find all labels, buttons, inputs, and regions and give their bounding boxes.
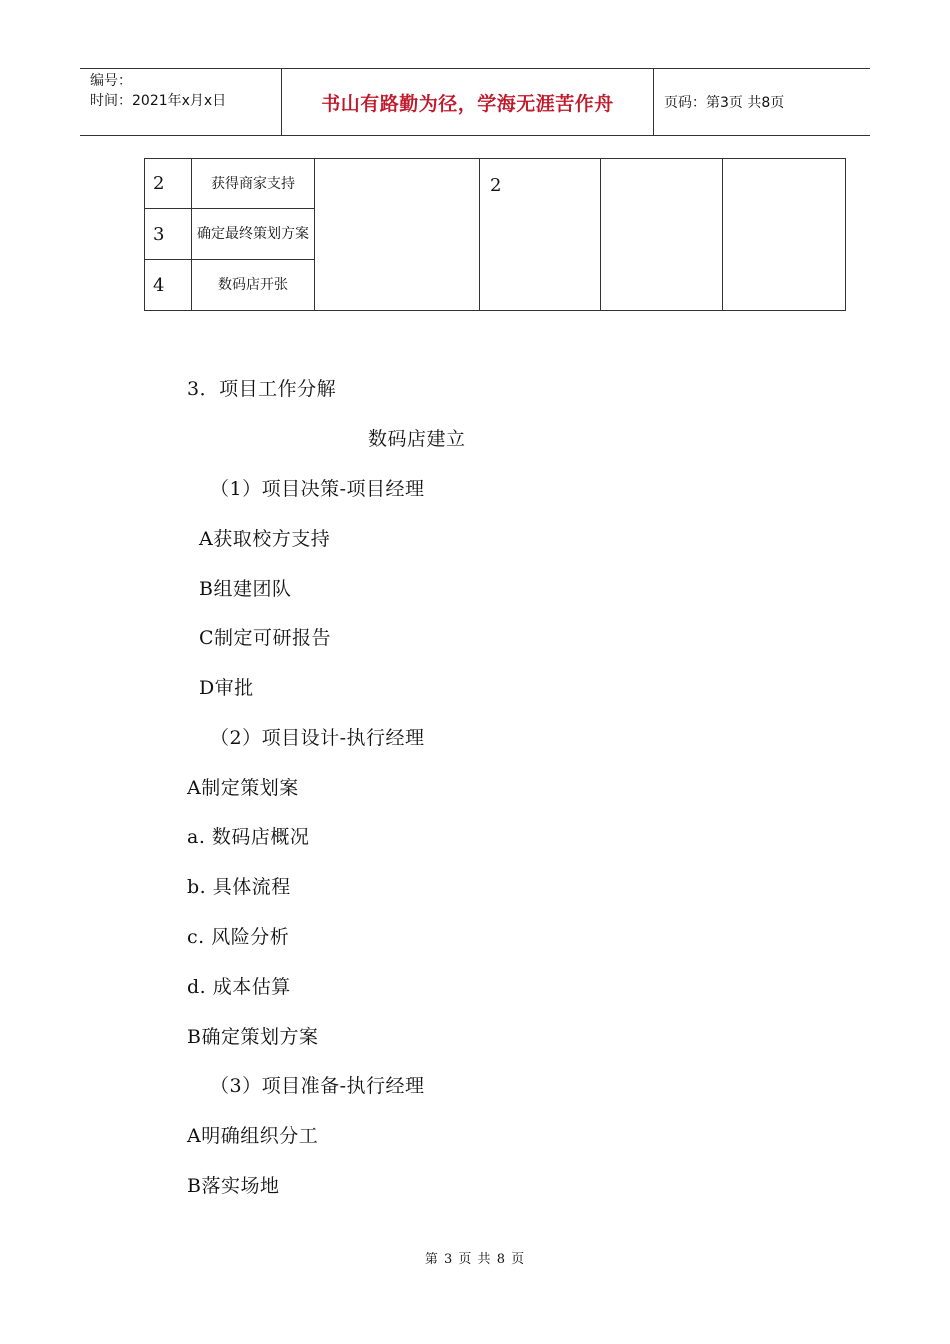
list-item: A获取校方支持	[199, 528, 331, 550]
list-item: C制定可研报告	[199, 627, 332, 649]
number-label: 编号：	[90, 73, 132, 89]
row-number: 3	[145, 209, 192, 260]
section-heading: 3．项目工作分解	[187, 378, 337, 400]
list-item: B组建团队	[199, 578, 292, 600]
list-item: A制定策划案	[187, 777, 299, 799]
table-cell-blank	[601, 159, 723, 311]
center-title: 数码店建立	[368, 428, 466, 450]
page-header	[80, 68, 870, 136]
phase-heading: （2）项目设计-执行经理	[210, 727, 425, 749]
phase-heading: （1）项目决策-项目经理	[210, 478, 425, 500]
list-item: B落实场地	[187, 1175, 280, 1197]
list-item: c. 风险分析	[187, 926, 290, 948]
header-meta	[80, 69, 282, 135]
row-task: 获得商家支持	[192, 159, 315, 209]
list-item: A明确组织分工	[187, 1125, 319, 1147]
page-footer: 第 3 页 共 8 页	[424, 1252, 526, 1267]
list-item: D审批	[199, 677, 254, 699]
row-task: 数码店开张	[192, 260, 315, 311]
list-item: d. 成本估算	[187, 976, 291, 998]
row-task: 确定最终策划方案	[192, 209, 315, 260]
list-item: a. 数码店概况	[187, 826, 310, 848]
schedule-table	[144, 158, 846, 311]
table-cell-blank	[315, 159, 480, 311]
table-row	[145, 159, 846, 209]
row-number: 2	[145, 159, 192, 209]
list-item: B确定策划方案	[187, 1026, 319, 1048]
table-cell-duration: 2	[480, 159, 601, 311]
header-page-info: 页码：第3页 共8页	[664, 95, 785, 111]
time-label: 时间：2021年x月x日	[90, 93, 227, 109]
phase-heading: （3）项目准备-执行经理	[210, 1075, 425, 1097]
header-motto: 书山有路勤为径，学海无涯苦作舟	[282, 69, 654, 135]
table-cell-blank	[723, 159, 846, 311]
row-number: 4	[145, 260, 192, 311]
list-item: b. 具体流程	[187, 876, 291, 898]
